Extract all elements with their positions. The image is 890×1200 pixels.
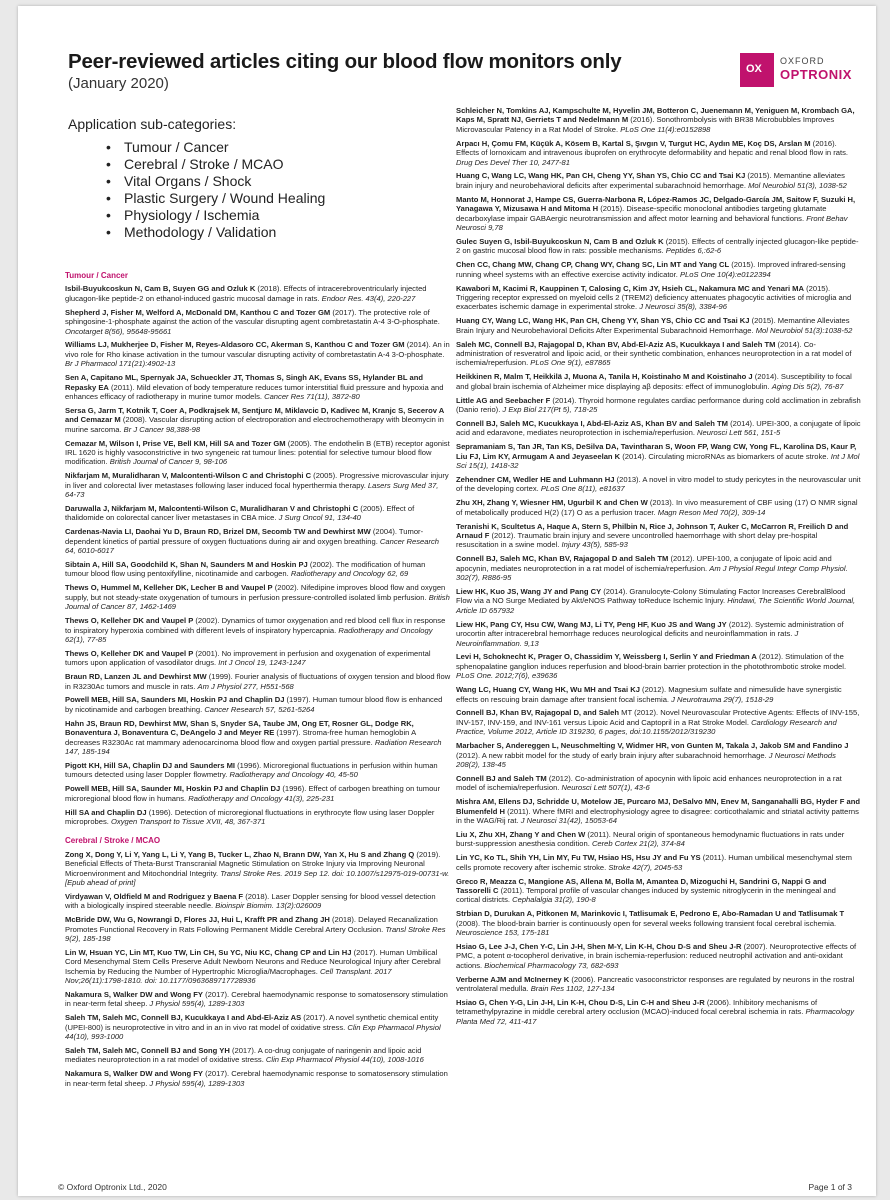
reference-item <box>456 774 861 793</box>
reference-item <box>65 915 451 943</box>
reference-text: (2005). The endothelin B (ETB) receptor agonist IRL 1620 is highly vasoconstrictive in two syngeneic rat tumour lines: potential for selective tumour blood flow modification. <box>65 438 450 467</box>
reference-item <box>456 853 861 872</box>
reference-journal: Oncotarget 8(56), 95648-95661 <box>65 326 172 336</box>
reference-text: (2012). UPEI-100, a conjugate of lipoic acid and apocynin, mediates neuroprotection in a rat model of ischemia/reperfusion. <box>456 554 832 573</box>
category-item: • Vital Organs / Shock <box>106 173 325 190</box>
reference-text: (2002). Dynamics of tumor oxygenation and red blood cell flux in response to inspiratory hyperoxia combined with different levels of inspiratory hypercapnia. <box>65 616 446 635</box>
logo-mark-icon: OX <box>740 53 774 87</box>
reference-journal: Radiotherapy and Oncology 41(3), 225-231 <box>188 793 335 803</box>
reference-item <box>65 504 451 523</box>
reference-item <box>65 439 451 467</box>
oxford-optronix-logo <box>740 53 870 95</box>
document-page <box>18 6 876 1196</box>
page-subtitle: (January 2020) <box>68 75 169 92</box>
reference-journal: Radiation Research 147, 185-194 <box>65 737 442 756</box>
reference-authors: Powell MEB, Hill SA, Saunders MI, Hoskin PJ and Chaplin DJ <box>65 695 285 705</box>
reference-authors: Cardenas-Navia LI, Daohai Yu D, Braun RD, Brizel DM, Secomb TW and Dewhirst MW <box>65 527 371 537</box>
reference-text: (2012). Traumatic brain injury and severe uncontrolled haemorrhage with short delay pre-hospital resuscitation in a swine model. <box>456 530 818 550</box>
reference-item <box>456 372 861 391</box>
reference-authors: Saleh TM, Saleh MC, Connell BJ and Song YH <box>65 1046 230 1056</box>
reference-text: (2014). Co-administration of resveratrol and lipoic acid, or their synthetic combination, enhances neuroprotection in a rat model of ischemia/reperfusion. <box>456 339 852 368</box>
reference-journal: PLoS One 8(11), e81637 <box>540 484 625 494</box>
reference-authors: Zong X, Dong Y, Li Y, Yang L, Li Y, Yang B, Tucker L, Zhao N, Brann DW, Yan X, Hu S and Zhang Q <box>65 849 415 859</box>
reference-text: (2018). Laser Doppler sensing for blood vessel detection with a biologically inspired steerable needle. <box>65 891 436 911</box>
reference-authors: Little AG and Seebacher F <box>456 395 551 405</box>
reference-item <box>456 419 861 438</box>
reference-item <box>65 1069 451 1088</box>
reference-item <box>65 850 451 888</box>
reference-text: (2011). Mild elevation of body temperature reduces tumor interstitial fluid pressure and hypoxia and enhances efficacy of radiotherapy in murine tumor models. <box>65 382 444 401</box>
reference-item <box>456 652 861 680</box>
reference-item <box>65 990 451 1009</box>
logo-line-1: OXFORD <box>780 56 825 66</box>
application-heading: Application sub-categories: <box>68 116 237 132</box>
section-title-cerebral: Cerebral / Stroke / MCAO <box>65 836 161 846</box>
reference-authors: Sen A, Capitano ML, Spernyak JA, Schueckler JT, Thomas S, Singh AK, Evans SS, Hylander BL and Repasky EA <box>65 373 423 392</box>
reference-item <box>456 340 861 368</box>
reference-item <box>456 106 861 134</box>
reference-item <box>65 560 451 579</box>
reference-journal: Cardiology Research and Practice, Volume 2012, Article ID 319230, 6 pages, doi:10.1155/2012/319230 <box>456 717 837 737</box>
reference-authors: Zhu XH, Zhang Y, Wiesner HM, Ugurbil K and Chen W <box>456 498 648 508</box>
category-item: • Plastic Surgery / Wound Healing <box>106 190 325 207</box>
reference-journal: Biochemical Pharmacology 73, 682-693 <box>484 960 619 970</box>
reference-item <box>65 808 451 827</box>
reference-journal: Hindawi, The Scientific World Journal, Article ID 657932 <box>456 596 856 615</box>
category-item: • Tumour / Cancer <box>106 139 325 156</box>
reference-journal: Int J Oncol 19, 1243-1247 <box>218 658 306 668</box>
reference-journal: Oxygen Transport to Tissue XVII, 48, 367-371 <box>111 816 266 826</box>
reference-text: (2016). Sonothrombolysis with BR38 Microbubbles Improves Microvascular Patency in a Rat Model of Stroke. <box>456 115 835 134</box>
reference-text: (2017). A novel synthetic chemical entity (UPEI-800) is neuroprotective in vitro and in an in vivo rat model of oxidative stress. <box>65 1013 439 1032</box>
reference-text: (2015). Disease-specific monoclonal antibodies targeting glutamate decarboxylase impair GABAergic neurotransmission and affect motor learning and behavioral functions. <box>456 204 827 223</box>
reference-item <box>65 1013 451 1041</box>
reference-journal: Br J Cancer 98,388-98 <box>123 424 201 434</box>
reference-item <box>456 195 861 233</box>
reference-text: (2016). Effects of lornoxicam and intravenous ibuprofen on erythrocyte deformability and hepatic and renal blood flow in rats. <box>456 138 849 158</box>
reference-journal: Endocr Res. 43(4), 220-227 <box>321 293 416 303</box>
reference-authors: Williams LJ, Mukherjee D, Fisher M, Reyes-Aldasoro CC, Akerman S, Kanthou C and Tozer GM <box>65 340 405 350</box>
reference-journal: Aging Dis 5(2), 76-87 <box>771 381 844 391</box>
section-title-tumour: Tumour / Cancer <box>65 271 128 280</box>
reference-journal: PLoS One 10(4):e0122394 <box>679 269 771 279</box>
reference-list-cerebral-continued <box>456 106 861 1026</box>
reference-item <box>65 284 451 303</box>
reference-text: (2008). Vascular disrupting action of electroporation and electrochemotherapy with bleomycin in murine sarcoma. <box>65 415 444 434</box>
reference-authors: Shepherd J, Fisher M, Welford A, McDonald DM, Kanthou C and Tozer GM <box>65 307 331 317</box>
reference-text: (1996). Effect of carbogen breathing on tumour microregional blood flow in humans. <box>65 784 441 803</box>
category-list <box>106 139 325 241</box>
reference-authors: Chen CC, Chang MW, Chang CP, Chang WY, Chang SC, Lin MT and Yang CL <box>456 260 730 270</box>
reference-authors: Thews O, Kelleher DK and Vaupel P <box>65 616 194 626</box>
reference-journal: Am J Physiol 277, H551-568 <box>197 681 294 691</box>
reference-authors: Gulec Suyen G, Isbil-Buyukcoskun N, Cam B and Ozluk K <box>456 236 664 246</box>
reference-authors: Saleh MC, Connell BJ, Rajagopal D, Khan BV, Abd-El-Aziz AS, Kucukkaya I and Saleh TM <box>456 339 776 349</box>
reference-authors: Liu X, Zhu XH, Zhang Y and Chen W <box>456 829 586 839</box>
reference-authors: Hahn JS, Braun RD, Dewhirst MW, Shan S, Snyder SA, Taube JM, Ong ET, Rosner GL, Dodge RK, Bonaventura J, Bonaventura C, DeAngelo J and Meyer RE <box>65 718 414 738</box>
reference-text: (2015). Memantine Alleviates Brain Injury and Neurobehavioral Deficits After Experimental Subarachnoid Hemorrhage. <box>456 316 850 335</box>
reference-authors: Virdyawan V, Oldfield M and Rodriguez y Baena F <box>65 891 244 901</box>
reference-journal: Injury 43(5), 585-93 <box>561 540 628 550</box>
reference-text: (2017). The protective role of sphingosine-1-phosphate against the action of the vascular disrupting agent combretastatin A-4 3-O-phosphate. <box>65 307 440 327</box>
reference-item <box>456 587 861 615</box>
reference-text: (2012). Co-administration of apocynin with lipoic acid enhances neuroprotection in a rat model of ischemia/reperfusion. <box>456 773 842 793</box>
reference-item <box>65 719 451 757</box>
reference-text: (1996). Detection of microregional fluctuations in erythrocyte flow using laser Doppler microprobes. <box>65 807 435 826</box>
reference-text: (2017). Cerebral haemodynamic response to somatosensory stimulation in near-term fetal sheep. <box>65 990 448 1009</box>
reference-journal: Radiotherapy and Oncology 62(1), 77-85 <box>65 625 433 644</box>
footer-page-number: Page 1 of 3 <box>808 1182 852 1192</box>
reference-journal: Cancer Res 71(11), 3872-80 <box>264 391 360 401</box>
reference-item <box>65 672 451 691</box>
reference-journal: Mol Neurobiol 51(3), 1038-52 <box>748 180 847 190</box>
reference-text: (2014). Susceptibility to focal and global brain ischemia of Alzheimer mice displaying aβ deposits: effect of immunoglobulin. <box>456 372 852 391</box>
reference-text: (2014). UPEI-300, a conjugate of lipoic acid and edaravone, mediates neuroprotection in ischemia/reperfusion. <box>456 418 861 438</box>
reference-text: (2008). The blood-brain barrier is continuously open for several weeks following transient focal cerebral ischemia. <box>456 918 837 928</box>
reference-item <box>65 406 451 434</box>
reference-text: (2019). Beneficial Effects of Theta-Burst Transcranial Magnetic Stimulation on Stroke Injury via Improving Neuronal Microenvironment and Mitochondrial Integrity. <box>65 849 441 878</box>
logo-line-2: OPTRONIX <box>780 67 852 82</box>
reference-journal: Bioinspir Biomim. 13(2):026009 <box>215 901 322 911</box>
reference-item <box>456 396 861 415</box>
reference-text: (2006). Inhibitory mechanisms of tetramethylpyrazine in middle cerebral artery occlusion (MCAO)-induced focal cerebral ischemia in rats. <box>456 998 818 1017</box>
reference-authors: Hill SA and Chaplin DJ <box>65 807 147 817</box>
reference-journal: Neuroscience 153, 175-181 <box>456 928 550 938</box>
reference-authors: Nakamura S, Walker DW and Wong FY <box>65 990 203 999</box>
reference-journal: Cancer Research 64, 6010-6017 <box>65 536 440 556</box>
reference-text: (1997). Human tumour blood flow is enhanced by nicotinamide and carbogen breathing. <box>65 695 443 714</box>
reference-text: (2012). A new rabbit model for the study of early brain injury after subarachnoid hemorrhage. <box>456 750 769 760</box>
page-title: Peer-reviewed articles citing our blood flow monitors only <box>68 50 622 73</box>
reference-journal: Int J Mol Sci 15(1), 1418-32 <box>456 451 860 470</box>
reference-text: (2012). Systemic administration of urocortin after intracerebral hemorrhage reduces neurological deficits and neuroinflammation in rats. <box>456 619 844 639</box>
reference-item <box>65 1046 451 1065</box>
reference-authors: Greco R, Meazza C, Mangione AS, Allena M, Bolla M, Amantea D, Mizoguchi H, Sandrini G, Nappi G and Tassorelli C <box>456 876 827 895</box>
reference-item <box>456 620 861 648</box>
reference-text: (2018). Effects of intracerebroventricularly injected glucagon-like peptide-2 on ethanol-induced gastric mucosal damage in rats. <box>65 284 427 303</box>
reference-journal: Stroke 42(7), 2045-53 <box>608 862 683 872</box>
reference-authors: Kawabori M, Kacimi R, Kauppinen T, Calosing C, Kim JY, Hsieh CL, Nakamura MC and Yenari MA <box>456 283 804 293</box>
reference-authors: Manto M, Honnorat J, Hampe CS, Guerra-Narbona R, López-Ramos JC, Delgado-García JM, Saitow F, Suzuki H, Yanagawa Y, Mizusawa H and Mitoma H <box>456 194 856 214</box>
reference-journal: Transl Stroke Res. 2019 Sep 12. doi: 10.1007/s12975-019-00731-w. [Epub ahead of print] <box>65 868 450 887</box>
reference-journal: Clin Exp Pharmacol Physiol 44(10), 1008-1016 <box>265 1055 424 1065</box>
reference-journal: Magn Reson Med 70(2), 309-14 <box>657 507 766 517</box>
reference-authors: Braun RD, Lanzen JL and Dewhirst MW <box>65 672 207 682</box>
reference-journal: British Journal of Cancer 87, 1462-1469 <box>65 592 450 612</box>
reference-journal: Brain Res 1102, 127-134 <box>530 984 615 994</box>
reference-journal: Pharmacology Planta Med 72, 411-417 <box>456 1007 854 1026</box>
reference-journal: Drug Des Devel Ther 10, 2477-81 <box>456 157 570 167</box>
reference-authors: Connell BJ, Saleh MC, Kucukkaya I, Abd-El-Aziz AS, Khan BV and Saleh TM <box>456 418 729 428</box>
category-item: • Physiology / Ischemia <box>106 207 325 224</box>
reference-item <box>456 877 861 905</box>
reference-authors: Saleh TM, Saleh MC, Connell BJ, Kucukkaya I and Abd-El-Aziz AS <box>65 1013 302 1023</box>
reference-item <box>65 308 451 336</box>
reference-text: (2017). A co-drug conjugate of naringenin and lipoic acid mediates neuroprotection in a rat model of oxidative stress. <box>65 1046 422 1065</box>
reference-authors: Cemazar M, Wilson I, Prise VE, Bell KM, Hill SA and Tozer GM <box>65 438 286 448</box>
reference-authors: Daruwalla J, Nikfarjam M, Malcontenti-Wilson C, Muralidharan V and Christophi C <box>65 504 359 514</box>
reference-journal: Lasers Surg Med 37, 64-73 <box>65 480 439 500</box>
reference-journal: Mol Neurobiol 51(3):1038-52 <box>755 325 853 335</box>
reference-item <box>456 708 861 736</box>
reference-authors: Schleicher N, Tomkins AJ, Kampschulte M, Hyvelin JM, Botteron C, Juenemann M, Yeniguen M, Krombach GA, Kaps M, Spratt NJ, Gerriets T and Nedelmann M <box>456 106 855 125</box>
reference-item <box>456 171 861 190</box>
reference-authors: Zehendner CM, Wedler HE and Luhmann HJ <box>456 474 615 484</box>
reference-item <box>456 522 861 550</box>
reference-text: (2013). In vivo measurement of CBF using (17) O NMR signal of metabolically produced H(2) (17) O as a perfusion tracer. <box>456 498 858 517</box>
reference-authors: Hsiao G, Chen Y-G, Lin J-H, Lin K-H, Chou D-S, Lin C-H and Sheu J-R <box>456 998 705 1007</box>
reference-journal: Peptides 6,:62-6 <box>665 246 722 256</box>
reference-text: (2015). Improved infrared-sensing running wheel systems with an effective exercise activity indicator. <box>456 260 846 279</box>
reference-text: (2014). Circulating microRNAs as biomarkers of acute stroke. <box>620 451 831 461</box>
reference-authors: Connell BJ, Khan BV, Rajagopal D, and Saleh <box>456 708 620 718</box>
reference-item <box>65 527 451 555</box>
reference-journal: Transl Stroke Res 9(2), 185-198 <box>65 924 446 943</box>
reference-item <box>456 284 861 312</box>
reference-authors: Huang C, Wang LC, Wang HK, Pan CH, Cheng YY, Shan YS, Chio CC and Tsai KJ <box>456 171 746 181</box>
reference-journal: J Neuroinflammation. 9,13 <box>456 629 799 648</box>
reference-item <box>456 741 861 769</box>
reference-text: (2015). Effects of centrally injected glucagon-like peptide-2 on gastric mucosal blood flow in rats: possible mechanisms. <box>456 236 859 256</box>
reference-text: (2015). Triggering receptor expressed on myeloid cells 2 (TREM2) deficiency attenuates phagocytic activities of microglia and exacerbates ischemic damage in experimental stroke. <box>456 283 852 312</box>
reference-journal: PLoS One. 2012;7(6), e39636 <box>456 671 558 681</box>
reference-authors: Sibtain A, Hill SA, Goodchild K, Shan N, Saunders M and Hoskin PJ <box>65 560 308 570</box>
reference-journal: J Surg Oncol 91, 134-40 <box>278 513 361 523</box>
reference-journal: Cephalalgia 31(2), 190-8 <box>512 895 596 905</box>
reference-journal: J Physiol 595(4), 1289-1303 <box>149 999 245 1009</box>
reference-item <box>65 616 451 644</box>
reference-authors: Hsiao G, Lee J-J, Chen Y-C, Lin J-H, Shen M-Y, Lin K-H, Chou D-S and Sheu J-R <box>456 941 742 951</box>
reference-item <box>456 830 861 849</box>
reference-text: (2012). Stimulation of the sphenopalatine ganglion induces reperfusion and blood-brain barrier protection in the photothrombotic stroke model. <box>456 652 847 671</box>
category-item: • Methodology / Validation <box>106 224 325 241</box>
reference-text: (2004). Tumor-dependent kinetics of partial pressure of oxygen fluctuations during air and oxygen breathing. <box>65 527 424 546</box>
reference-authors: Liew HK, Kuo JS, Wang JY and Pang CY <box>456 586 602 596</box>
reference-item <box>456 942 861 970</box>
reference-authors: Connell BJ and Saleh TM <box>456 773 547 783</box>
reference-text: (2014). An in vivo role for Rho kinase activation in the tumour vascular disrupting activity of combretastatin A-4 3-O-phosphate. <box>65 340 450 359</box>
reference-text: (2013). A novel in vitro model to study pericytes in the neurovascular unit of the developing cortex. <box>456 474 861 494</box>
reference-item <box>65 695 451 714</box>
reference-item <box>456 139 861 167</box>
reference-text: (2011). Where fMRI and electrophysiology agree to disagree: corticothalamic and striatal activity patterns in the WAG/Rij rat. <box>456 806 859 825</box>
reference-item <box>456 998 861 1026</box>
reference-item <box>456 498 861 517</box>
reference-text: (2011). Human umbilical mesenchymal stem cells promote recovery after ischemic stroke. <box>456 853 852 872</box>
reference-journal: Br J Pharmacol 171(21):4902-13 <box>65 359 176 369</box>
reference-authors: Powell MEB, Hill SA, Saunder MI, Hoskin PJ and Chaplin DJ <box>65 784 281 794</box>
reference-journal: Cell Transplant. 2017 Nov;26(11):1798-1810. doi: 10.1177/0963689717728936 <box>65 966 392 986</box>
footer-copyright: © Oxford Optronix Ltd., 2020 <box>58 1182 167 1192</box>
reference-journal: Am J Physiol Regul Integr Comp Physiol. 302(7), R886-95 <box>456 563 848 583</box>
reference-authors: Marbacher S, Andereggen L, Neuschmelting V, Widmer HR, von Gunten M, Takala J, Jakob SM and Fandino J <box>456 741 849 751</box>
reference-journal: Cancer Research 57, 5261-5264 <box>204 704 315 714</box>
reference-text: (1999). Fourier analysis of fluctuations of oxygen tension and blood flow in R3230Ac tumors and muscle in rats. <box>65 672 451 691</box>
reference-item <box>65 649 451 668</box>
reference-journal: J Neurosci 35(8), 3384-96 <box>639 302 727 312</box>
reference-text: (2017). Cerebral haemodynamic response to somatosensory stimulation in near-term fetal sheep. <box>65 1069 448 1088</box>
reference-journal: Radiotherapy and Oncology 62, 69 <box>290 569 409 579</box>
reference-authors: Nakamura S, Walker DW and Wong FY <box>65 1069 203 1079</box>
reference-list-cerebral <box>65 850 451 1088</box>
reference-item <box>65 471 451 499</box>
reference-list-tumour <box>65 284 451 826</box>
left-column <box>65 271 451 1093</box>
reference-journal: Cereb Cortex 21(2), 374-84 <box>591 839 685 849</box>
reference-journal: J Neurosci 31(42), 15053-64 <box>520 816 617 825</box>
reference-item <box>456 316 861 335</box>
reference-authors: Liew HK, Pang CY, Hsu CW, Wang MJ, Li TY, Peng HF, Kuo JS and Wang JY <box>456 619 727 629</box>
reference-journal: J Neurosci Methods 208(2), 138-45 <box>456 750 836 769</box>
reference-text: (2005). Progressive microvascular injury in liver and colorectal liver metastases following laser induced focal hyperthermia therapy. <box>65 471 449 490</box>
reference-authors: Verberne AJM and McInerney K <box>456 974 570 984</box>
reference-text: (2005). Effect of thalidomide on colorectal cancer liver metastases in CBA mice. <box>65 504 415 523</box>
reference-journal: Neurosci Lett 561, 151-5 <box>697 428 781 438</box>
reference-item <box>456 975 861 994</box>
reference-authors: Nikfarjam M, Muralidharan V, Malcontenti-Wilson C and Christophi C <box>65 471 312 481</box>
reference-authors: Mishra AM, Ellens DJ, Schridde U, Motelow JE, Purcaro MJ, DeSalvo MN, Enev M, Sanganahalli BG, Hyder F and Blumenfeld H <box>456 797 860 816</box>
reference-item <box>65 373 451 401</box>
reference-journal: British Journal of Cancer 9, 98-106 <box>109 457 228 467</box>
reference-authors: Levi H, Schoknecht K, Prager O, Chassidim Y, Weissberg I, Serlin Y and Friedman A <box>456 652 757 662</box>
reference-authors: Sepramaniam S, Tan JR, Tan KS, DeSilva DA, Tavintharan S, Woon FP, Wang CW, Yong FL, Karolina DS, Kaur P, Liu FJ, Lim KY, Armugam A and Jeyaseelan K <box>456 442 857 461</box>
reference-authors: Lin YC, Ko TL, Shih YH, Lin MY, Fu TW, Hsiao HS, Hsu JY and Fu YS <box>456 853 701 863</box>
reference-text: (2017). Human Umbilical Cord Mesenchymal Stem Cells Preserve Adult Newborn Neurons and Reduce Neurological Injury after Cerebral Ischemia by Reducing the Number of Hypertrophic Microglia/Macrophages. <box>65 947 441 976</box>
reference-authors: Thews O, Hummel M, Kelleher DK, Lecher B and Vaupel P <box>65 583 273 593</box>
reference-text: (1996). Microregional fluctuations in perfusion within human tumours detected using laser Doppler flowmetry. <box>65 760 438 780</box>
reference-text: (2001). No improvement in perfusion and oxygenation of experimental tumors upon application of vasodilator drugs. <box>65 648 431 668</box>
reference-authors: Strbian D, Durukan A, Pitkonen M, Marinkovic I, Tatlisumak E, Pedrono E, Abo-Ramadan U and Tatlisumak T <box>456 909 845 919</box>
reference-item <box>65 761 451 780</box>
reference-text: (2012). Magnesium sulfate and nimesulide have synergistic effects on rescuing brain damage after transient focal ischemia. <box>456 685 842 704</box>
reference-item <box>456 797 861 825</box>
category-item: • Cerebral / Stroke / MCAO <box>106 156 325 173</box>
reference-journal: Front Behav Neurosci 9,78 <box>456 213 848 232</box>
reference-item <box>456 442 861 470</box>
reference-text: (2015). Memantine alleviates brain injury and neurobehavioral deficits after experimental subarachnoid hemorrhage. <box>456 171 845 190</box>
reference-authors: McBride DW, Wu G, Nowrangi D, Flores JJ, Hui L, Krafft PR and Zhang JH <box>65 915 330 925</box>
reference-item <box>456 909 861 937</box>
reference-text: (2011). Neural origin of spontaneous hemodynamic fluctuations in rats under burst-suppression anesthesia condition. <box>456 829 845 849</box>
reference-text: (2007). Neuroprotective effects of PMC, a potent α-tocopherol derivative, in brain ischemia-reperfusion: reduced neutrophil activation and anti-oxidant actions. <box>456 941 857 970</box>
reference-journal: J Physiol 595(4), 1289-1303 <box>149 1078 245 1088</box>
reference-authors: Isbil-Buyukcoskun N, Cam B, Suyen GG and Ozluk K <box>65 284 256 294</box>
reference-authors: Sersa G, Jarm T, Kotnik T, Coer A, Podkrajsek M, Sentjurc M, Miklavcic D, Kadivec M, Kranjc S, Secerov A and Cemazar M <box>65 405 444 425</box>
reference-item <box>65 583 451 611</box>
reference-authors: Lin W, Hsuan YC, Lin MT, Kuo TW, Lin CH, Su YC, Niu KC, Chang CP and Lin HJ <box>65 947 352 957</box>
reference-journal: PLoS One 11(4):e0152898 <box>620 124 711 134</box>
reference-authors: Connell BJ, Saleh MC, Khan BV, Rajagopal D and Saleh TM <box>456 554 669 564</box>
reference-text: (2011). Temporal profile of vascular changes induced by systemic nitroglycerin in the meningeal and cortical districts. <box>456 885 836 905</box>
reference-authors: Arpacı H, Çomu FM, Küçük A, Kösem B, Kartal S, Şıvgın V, Turgut HC, Aydın ME, Koç DS, Arslan M <box>456 138 811 148</box>
reference-journal: Clin Exp Pharmacol Physiol 44(10), 993-1000 <box>65 1022 441 1042</box>
reference-item <box>456 260 861 279</box>
reference-text: (2006). Pancreatic vasoconstrictor responses are regulated by neurons in the rostral ventrolateral medulla. <box>456 974 855 994</box>
reference-journal: PLoS One 9(1), e87865 <box>530 358 611 368</box>
reference-authors: Heikkinen R, Malm T, Heikkilä J, Muona A, Tanila H, Koistinaho M and Koistinaho J <box>456 372 753 382</box>
reference-text: (2014). Thyroid hormone regulates cardiac performance during cold acclimation in zebrafish (Danio rerio). <box>456 395 861 414</box>
reference-journal: Neurosci Lett 507(1), 43-6 <box>561 783 650 793</box>
reference-item <box>65 892 451 911</box>
reference-text: (1997). Stroma-free human hemoglobin A decreases R3230Ac rat mammary adenocarcinoma blood flow and oxygen partial pressure. <box>65 728 416 747</box>
reference-journal: J Neurotrauma 29(7), 1518-29 <box>671 694 774 704</box>
reference-item <box>456 554 861 582</box>
right-column <box>456 106 861 1031</box>
reference-authors: Thews O, Kelleher DK and Vaupel P <box>65 648 194 658</box>
reference-item <box>456 237 861 256</box>
reference-journal: Radiotherapy and Oncology 40, 45-50 <box>229 770 358 780</box>
reference-authors: Pigott KH, Hill SA, Chaplin DJ and Saunders MI <box>65 760 236 770</box>
reference-item <box>65 340 451 368</box>
reference-item <box>65 948 451 986</box>
reference-authors: Wang LC, Huang CY, Wang HK, Wu MH and Tsai KJ <box>456 685 640 695</box>
reference-item <box>456 475 861 494</box>
reference-item <box>456 685 861 704</box>
reference-text: (2002). The modification of human tumour blood flow using pentoxifylline, nicotinamide and carbogen. <box>65 560 426 579</box>
reference-authors: Teranishi K, Scultetus A, Haque A, Stern S, Philbin N, Rice J, Johnson T, Auker C, McCarron R, Freilich D and Arnaud F <box>456 521 849 540</box>
reference-text: (2018). Delayed Recanalization Promotes Functional Recovery in Rats Following Permanent Middle Cerebral Artery Occlusion. <box>65 915 438 934</box>
reference-journal: J Exp Biol 217(Pt 5), 718-25 <box>502 404 598 414</box>
reference-text: (2002). Nifedipine improves blood flow and oxygen supply, but not steady-state oxygenation of tumours in perfusion pressure-controlled isolated limb perfusion. <box>65 583 446 602</box>
reference-item <box>65 784 451 803</box>
reference-text: MT (2012). Novel Neurovascular Protective Agents: Effects of INV-155, INV-157, INV-159, and INV-161 versus Lipoic Acid and Captopril in a Rat Stroke Model. <box>456 708 860 727</box>
reference-text: (2014). Granulocyte-Colony Stimulating Factor Increases CerebralBlood Flow via a NO Surge Mediated by Akt/eNOS Pathway toReduce Ischemic Injury. <box>456 586 846 606</box>
reference-authors: Huang CY, Wang LC, Wang HK, Pan CH, Cheng YY, Shan YS, Chio CC and Tsai KJ <box>456 316 750 326</box>
